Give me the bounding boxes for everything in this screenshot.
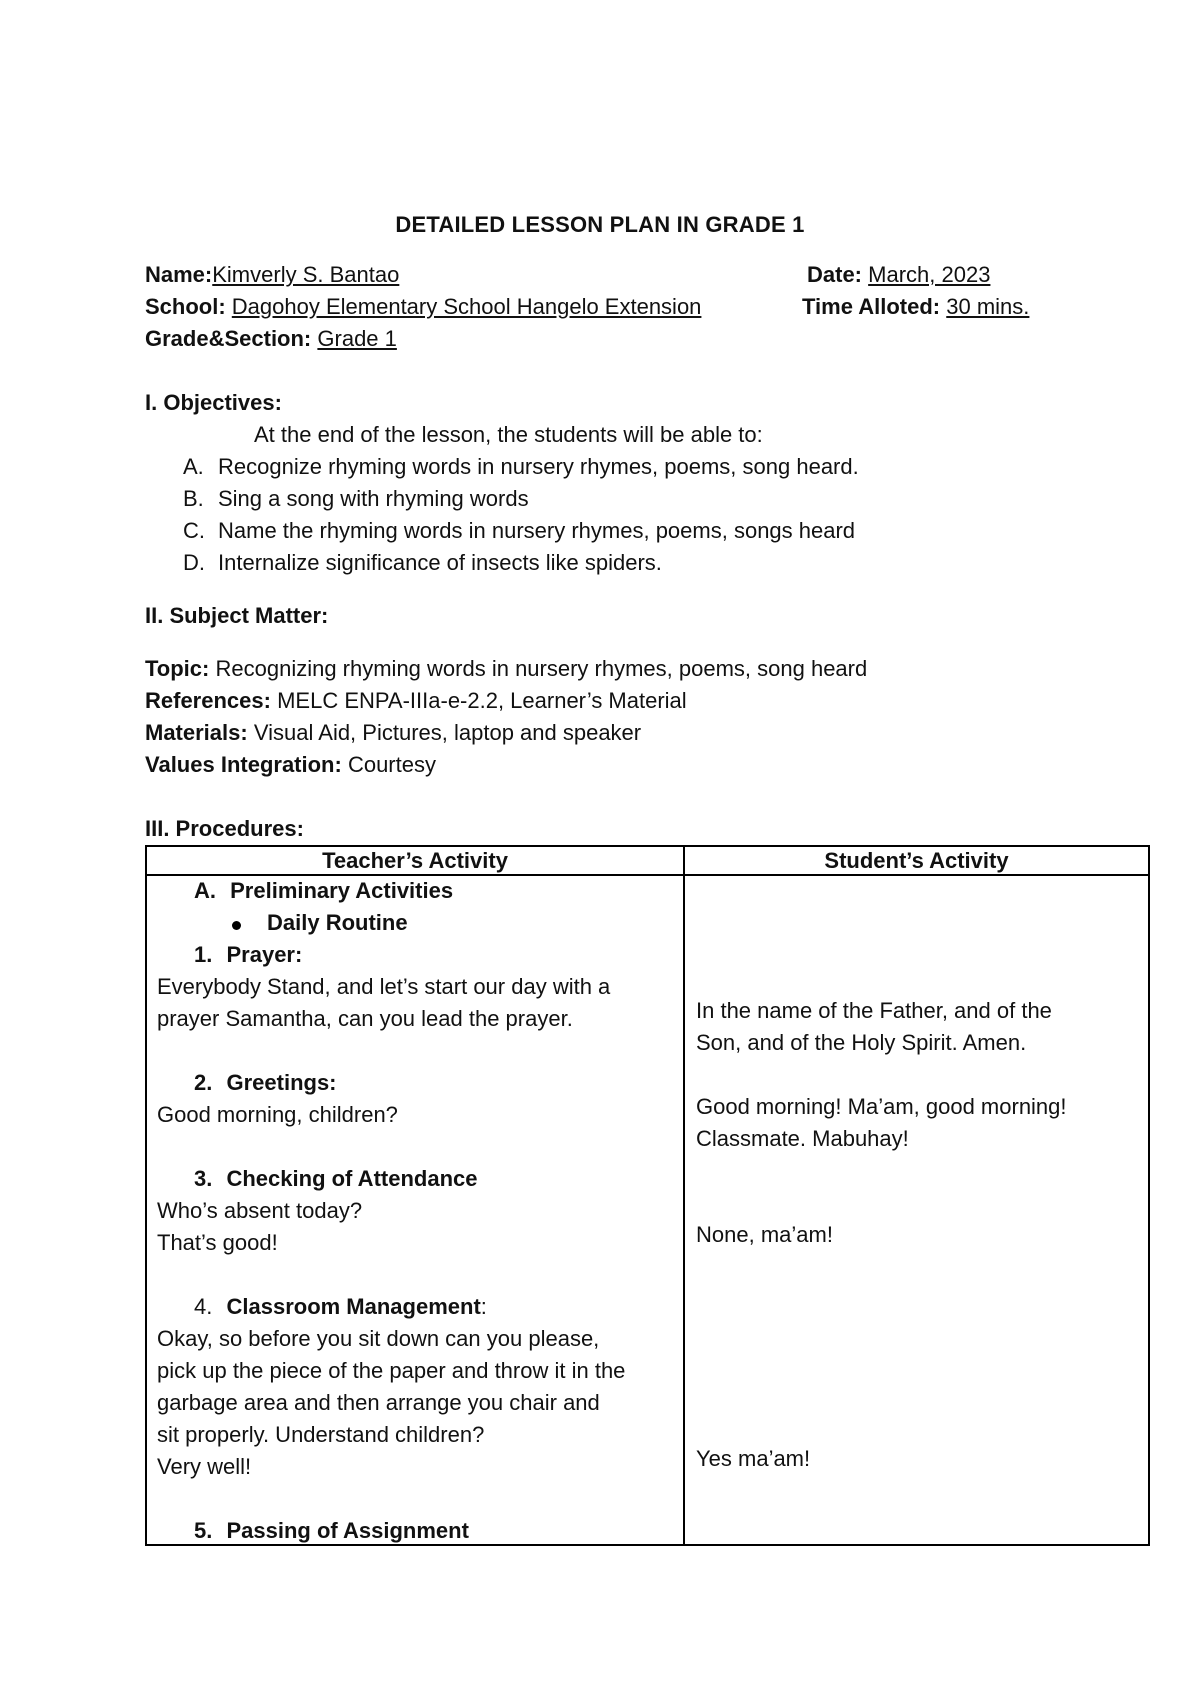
school-label: School:: [145, 294, 226, 319]
teacher-activity-cell: [146, 875, 684, 1545]
topic-label: Topic:: [145, 656, 210, 681]
teacher-text: Everybody Stand, and let’s start our day with a: [157, 974, 611, 999]
teacher-text: Good morning, children?: [157, 1102, 398, 1127]
name-label: Name:: [145, 262, 213, 287]
student-activity-cell: [684, 875, 1149, 1545]
section-letter: A.: [194, 878, 216, 903]
teacher-text: Who’s absent today?: [157, 1198, 363, 1223]
table-header-row: [146, 846, 1149, 875]
teacher-text: prayer Samantha, can you lead the prayer.: [157, 1006, 573, 1031]
page-title: DETAILED LESSON PLAN IN GRADE 1: [395, 212, 805, 237]
item-title: Passing of Assignment: [226, 1518, 469, 1543]
teacher-activity-header: Teacher’s Activity: [146, 846, 684, 875]
item-title: Classroom Management: [226, 1294, 481, 1319]
item-number: 5.: [194, 1518, 213, 1543]
student-activity-header: Student’s Activity: [684, 846, 1149, 875]
teacher-text: pick up the piece of the paper and throw it in the: [157, 1358, 626, 1383]
topic-row: [145, 656, 867, 682]
objectives-heading: I. Objectives:: [145, 390, 282, 415]
section-a-row: [194, 878, 453, 904]
student-text: Son, and of the Holy Spirit. Amen.: [696, 1030, 1027, 1055]
name-row: [145, 262, 399, 288]
topic-value: Recognizing rhyming words in nursery rhymes, poems, song heard: [215, 656, 868, 681]
item-number: 1.: [194, 942, 213, 967]
date-label: Date:: [807, 262, 863, 287]
objective-letter: B.: [183, 486, 204, 511]
item-number: 2.: [194, 1070, 213, 1095]
name-value: Kimverly S. Bantao: [212, 262, 400, 287]
table-row: [146, 875, 1149, 1545]
objective-text: Sing a song with rhyming words: [218, 486, 529, 511]
objective-letter: A.: [183, 454, 204, 479]
student-text: Yes ma’am!: [696, 1446, 811, 1471]
references-row: [145, 688, 687, 714]
item-colon: :: [480, 1294, 487, 1319]
item-number: 4.: [194, 1294, 213, 1319]
subject-matter-heading: II. Subject Matter:: [145, 603, 329, 628]
objective-letter: C.: [183, 518, 205, 543]
student-text: In the name of the Father, and of the: [696, 998, 1052, 1023]
school-value: Dagohoy Elementary School Hangelo Extension: [231, 294, 702, 319]
materials-row: [145, 720, 641, 746]
time-value: 30 mins.: [946, 294, 1030, 319]
teacher-text: That’s good!: [157, 1230, 278, 1255]
bullet-icon: [232, 921, 241, 930]
student-text: Classmate. Mabuhay!: [696, 1126, 909, 1151]
school-row: [145, 294, 701, 320]
values-value: Courtesy: [347, 752, 436, 777]
item-title: Greetings:: [226, 1070, 337, 1095]
objective-text: Recognize rhyming words in nursery rhymes, poems, song heard.: [218, 454, 859, 479]
date-value: March, 2023: [868, 262, 991, 287]
item-title: Prayer:: [226, 942, 303, 967]
materials-value: Visual Aid, Pictures, laptop and speaker: [253, 720, 642, 745]
daily-routine: Daily Routine: [267, 910, 408, 935]
time-row: [802, 294, 1029, 320]
student-text: Good morning! Ma’am, good morning!: [696, 1094, 1067, 1119]
prayer-heading: [194, 942, 302, 968]
objective-text: Name the rhyming words in nursery rhymes, poems, songs heard: [218, 518, 856, 543]
teacher-text: garbage area and then arrange you chair and: [157, 1390, 600, 1415]
procedures-table: [145, 845, 1150, 1546]
section-title: Preliminary Activities: [230, 878, 454, 903]
values-label: Values Integration:: [145, 752, 342, 777]
assignment-heading: [194, 1518, 469, 1544]
references-value: MELC ENPA-IIIa-e-2.2, Learner’s Material: [277, 688, 687, 713]
teacher-text: Okay, so before you sit down can you please,: [157, 1326, 600, 1351]
item-title: Checking of Attendance: [226, 1166, 478, 1191]
objective-letter: D.: [183, 550, 205, 575]
references-label: References:: [145, 688, 271, 713]
teacher-text: sit properly. Understand children?: [157, 1422, 485, 1447]
procedures-heading: III. Procedures:: [145, 816, 304, 841]
management-heading: [194, 1294, 487, 1320]
objective-text: Internalize significance of insects like spiders.: [218, 550, 662, 575]
item-number: 3.: [194, 1166, 213, 1191]
date-row: [807, 262, 990, 288]
greetings-heading: [194, 1070, 337, 1096]
materials-label: Materials:: [145, 720, 248, 745]
attendance-heading: [194, 1166, 477, 1192]
student-text: None, ma’am!: [696, 1222, 833, 1247]
objectives-intro: At the end of the lesson, the students will be able to:: [254, 422, 763, 447]
teacher-text: Very well!: [157, 1454, 252, 1479]
grade-label: Grade&Section:: [145, 326, 312, 351]
time-label: Time Alloted:: [802, 294, 941, 319]
values-row: [145, 752, 436, 778]
grade-value: Grade 1: [317, 326, 397, 351]
grade-row: [145, 326, 397, 352]
